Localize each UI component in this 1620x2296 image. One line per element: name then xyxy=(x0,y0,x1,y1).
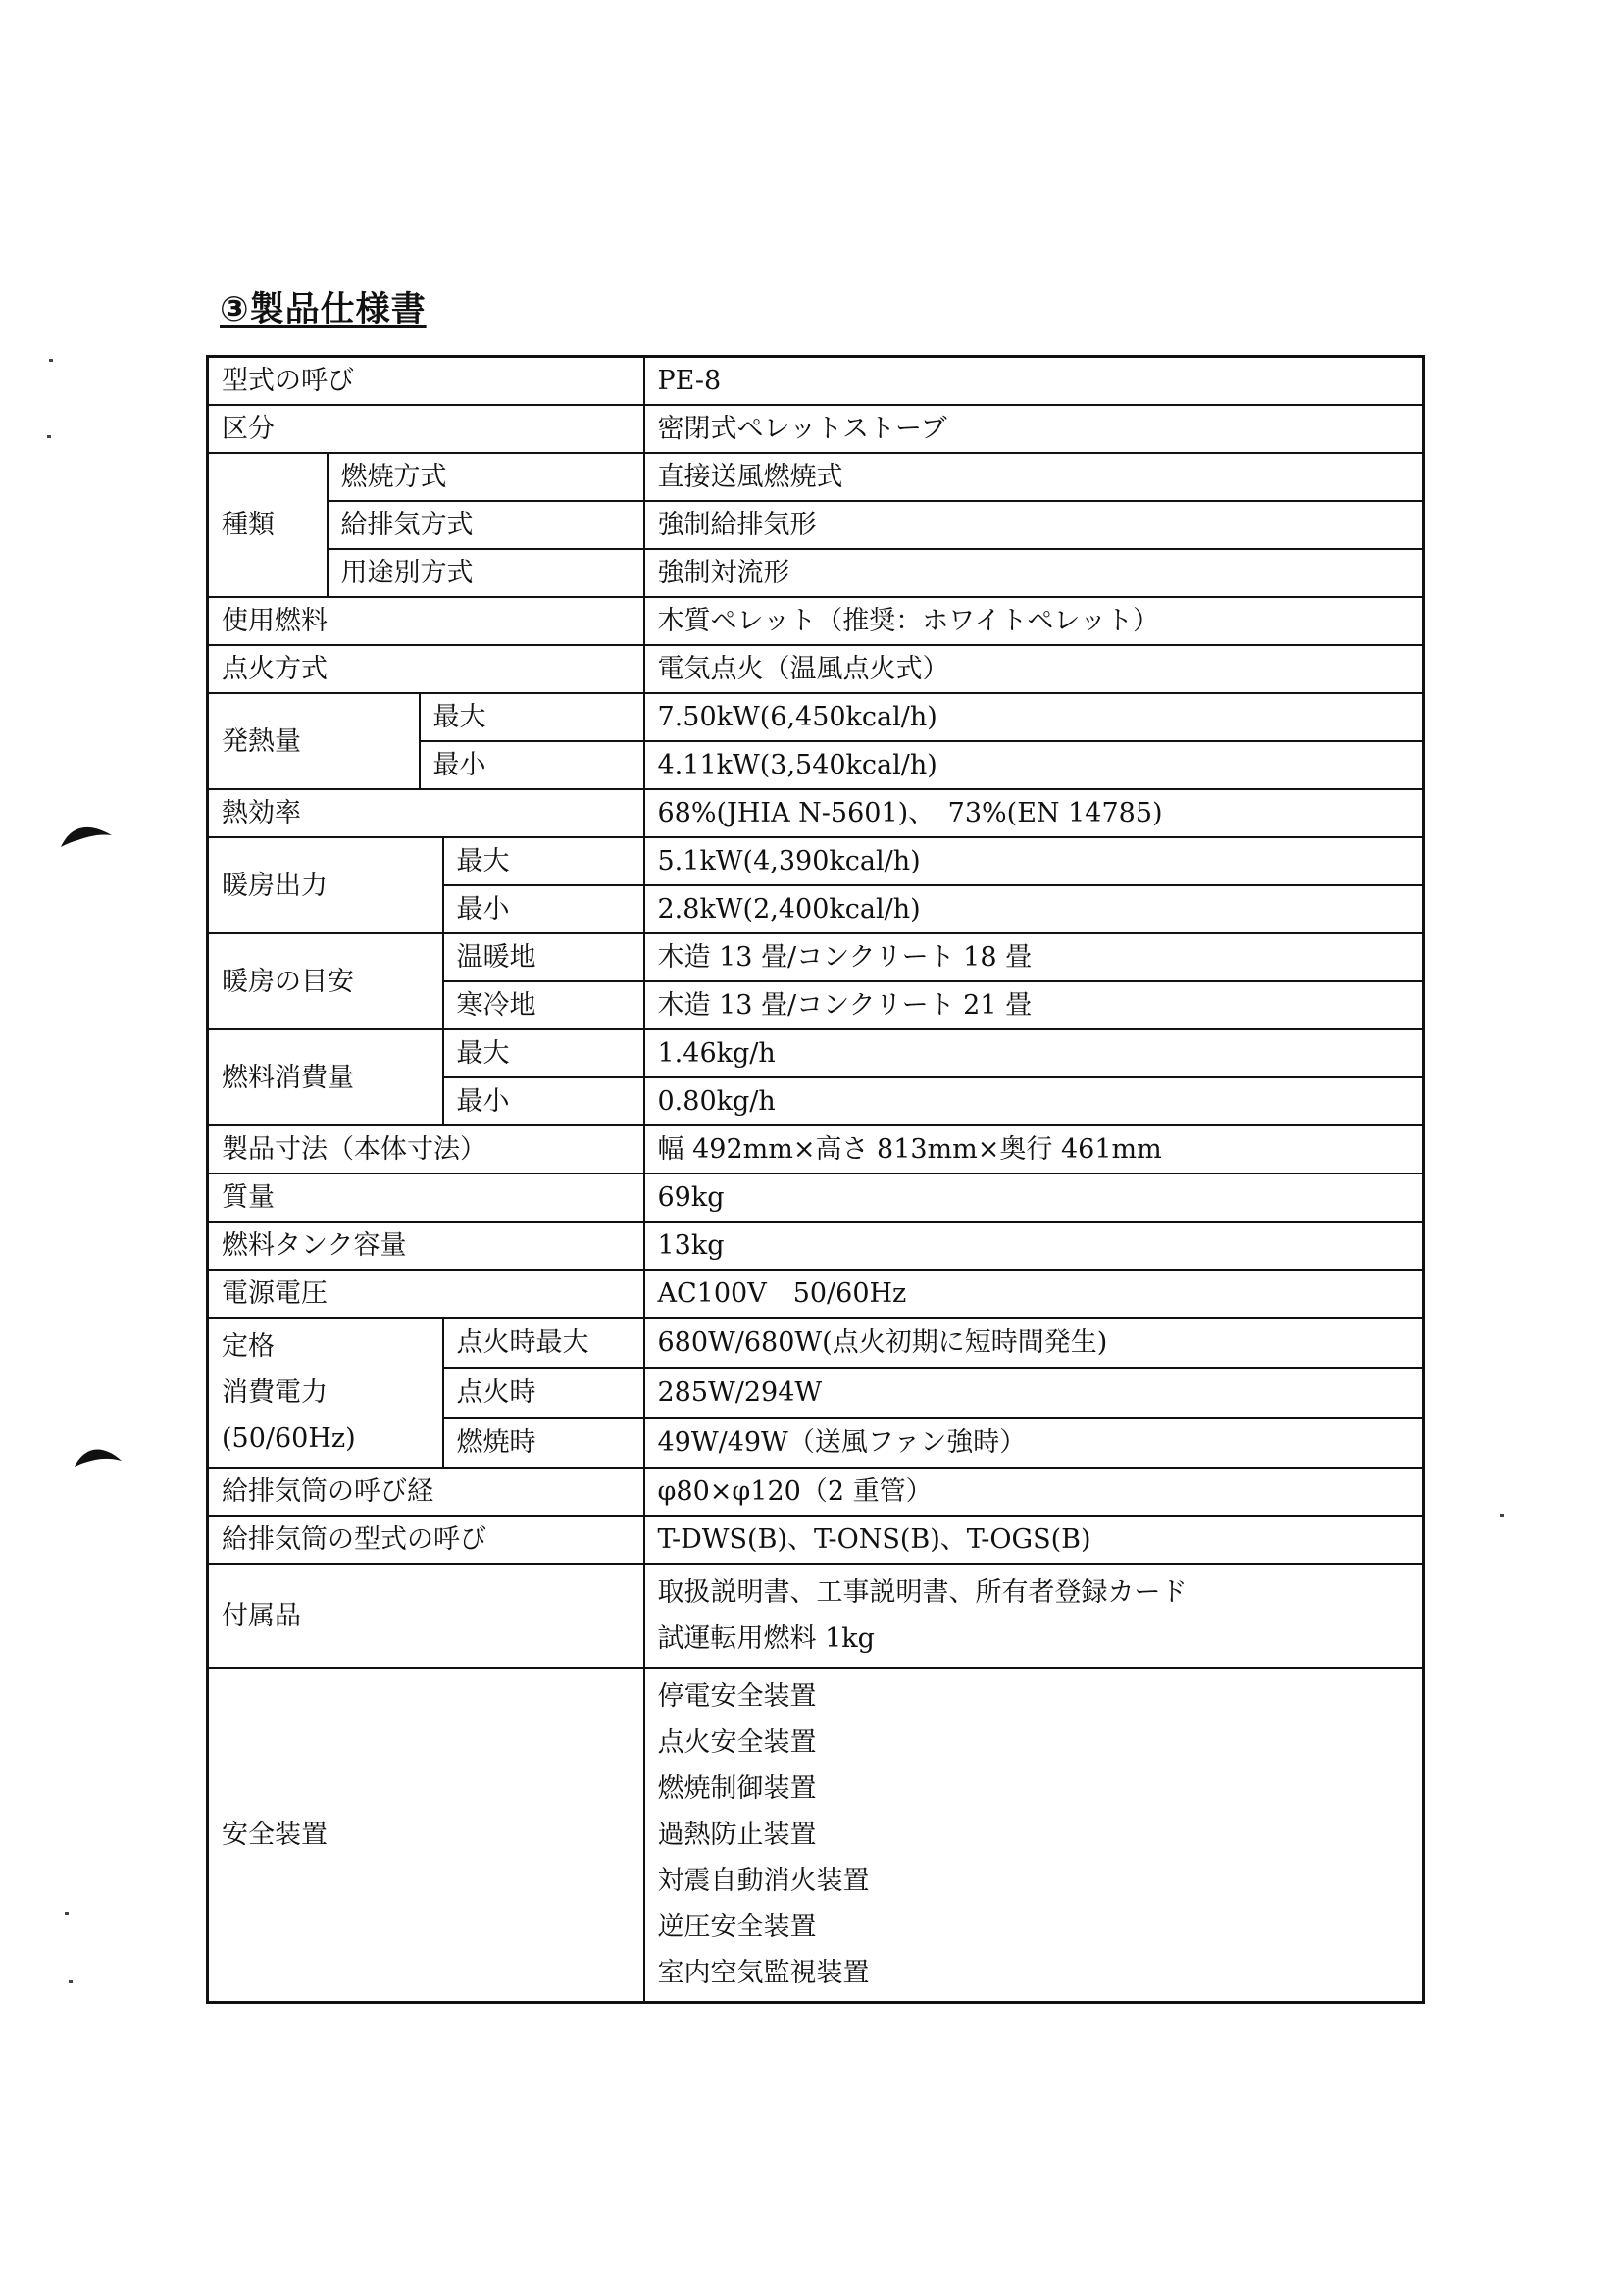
group-label-line: 定格 xyxy=(222,1331,275,1362)
row-label: 質量 xyxy=(208,1173,644,1222)
row-label: 点火方式 xyxy=(208,645,644,693)
row-value: 49W/49W（送風ファン強時） xyxy=(644,1418,1424,1468)
scan-speck xyxy=(69,1980,73,1983)
table-row xyxy=(208,357,1424,406)
row-value: 1.46kg/h xyxy=(644,1029,1424,1077)
table-row xyxy=(208,1318,1424,1368)
sub-label: 最小 xyxy=(443,1077,644,1125)
group-label-line: (50/60Hz) xyxy=(222,1423,356,1454)
sub-label: 給排気方式 xyxy=(328,501,644,549)
sub-label: 最大 xyxy=(420,693,644,741)
sub-label: 点火時最大 xyxy=(443,1318,644,1368)
table-row xyxy=(208,453,1424,501)
table-row xyxy=(208,1564,1424,1668)
row-value: T-DWS(B)、T-ONS(B)、T-OGS(B) xyxy=(644,1516,1424,1564)
row-value: 強制給排気形 xyxy=(644,501,1424,549)
group-label: 種類 xyxy=(208,453,328,597)
scan-speck xyxy=(65,1912,69,1915)
value-line: 点火安全装置 xyxy=(657,1727,817,1758)
group-label xyxy=(208,1318,443,1468)
row-value: 木造 13 畳/コンクリート 18 畳 xyxy=(644,933,1424,981)
sub-label: 寒冷地 xyxy=(443,981,644,1029)
spec-table xyxy=(206,355,1425,2004)
table-row xyxy=(208,1222,1424,1270)
row-value: 4.11kW(3,540kcal/h) xyxy=(644,741,1424,789)
sub-label: 燃焼方式 xyxy=(328,453,644,501)
table-row xyxy=(208,933,1424,981)
group-label-line: 消費電力 xyxy=(222,1377,328,1408)
row-label: 使用燃料 xyxy=(208,597,644,645)
row-value: 680W/680W(点火初期に短時間発生) xyxy=(644,1318,1424,1368)
row-label: 給排気筒の型式の呼び xyxy=(208,1516,644,1564)
value-line: 過熱防止装置 xyxy=(657,1820,817,1850)
punch-hole-shadow xyxy=(69,1433,127,1472)
sub-label: 点火時 xyxy=(443,1368,644,1418)
table-row xyxy=(208,1173,1424,1222)
row-value: 木質ペレット（推奨：ホワイトペレット） xyxy=(644,597,1424,645)
row-label: 熱効率 xyxy=(208,789,644,837)
row-label: 安全装置 xyxy=(208,1668,644,2003)
value-line: 取扱説明書、工事説明書、所有者登録カード xyxy=(657,1577,1188,1608)
scan-speck xyxy=(1500,1514,1504,1517)
value-line: 停電安全装置 xyxy=(657,1681,817,1712)
row-value: φ80×φ120（2 重管） xyxy=(644,1468,1424,1516)
row-value: 68%(JHIA N-5601)、 73%(EN 14785) xyxy=(644,789,1424,837)
table-row xyxy=(208,549,1424,597)
table-row xyxy=(208,1668,1424,2003)
row-value: 69kg xyxy=(644,1173,1424,1222)
row-value: 木造 13 畳/コンクリート 21 畳 xyxy=(644,981,1424,1029)
sub-label: 用途別方式 xyxy=(328,549,644,597)
value-line: 室内空気監視装置 xyxy=(657,1958,870,1988)
punch-hole-shadow xyxy=(57,812,116,851)
row-label: 型式の呼び xyxy=(208,357,644,406)
table-row xyxy=(208,1468,1424,1516)
group-label: 燃料消費量 xyxy=(208,1029,443,1125)
row-value xyxy=(644,1564,1424,1668)
row-value: 0.80kg/h xyxy=(644,1077,1424,1125)
sub-label: 最小 xyxy=(443,885,644,933)
group-label: 発熱量 xyxy=(208,693,420,789)
table-row xyxy=(208,837,1424,885)
row-value: 2.8kW(2,400kcal/h) xyxy=(644,885,1424,933)
row-value: 13kg xyxy=(644,1222,1424,1270)
row-label: 付属品 xyxy=(208,1564,644,1668)
table-row xyxy=(208,1270,1424,1318)
sub-label: 温暖地 xyxy=(443,933,644,981)
sub-label: 最大 xyxy=(443,837,644,885)
group-label: 暖房出力 xyxy=(208,837,443,933)
row-label: 燃料タンク容量 xyxy=(208,1222,644,1270)
table-row xyxy=(208,1125,1424,1173)
sub-label: 最大 xyxy=(443,1029,644,1077)
value-line: 対震自動消火装置 xyxy=(657,1866,870,1896)
row-value: 強制対流形 xyxy=(644,549,1424,597)
table-row xyxy=(208,693,1424,741)
value-line: 燃焼制御装置 xyxy=(657,1773,817,1804)
table-row xyxy=(208,1029,1424,1077)
row-value xyxy=(644,1668,1424,2003)
value-line: 逆圧安全装置 xyxy=(657,1912,817,1942)
row-value: PE-8 xyxy=(644,357,1424,406)
row-label: 製品寸法（本体寸法） xyxy=(208,1125,644,1173)
row-value: 7.50kW(6,450kcal/h) xyxy=(644,693,1424,741)
value-line: 試運転用燃料 1kg xyxy=(657,1623,875,1654)
row-value: 幅 492mm×高さ 813mm×奥行 461mm xyxy=(644,1125,1424,1173)
table-row xyxy=(208,1516,1424,1564)
row-value: 密閉式ペレットストーブ xyxy=(644,405,1424,453)
scan-speck xyxy=(49,359,53,362)
row-value: 直接送風燃焼式 xyxy=(644,453,1424,501)
row-value: 285W/294W xyxy=(644,1368,1424,1418)
table-row xyxy=(208,501,1424,549)
group-label: 暖房の目安 xyxy=(208,933,443,1029)
row-label: 電源電圧 xyxy=(208,1270,644,1318)
page-title: ③製品仕様書 xyxy=(220,290,427,329)
table-row xyxy=(208,645,1424,693)
row-value: 電気点火（温風点火式） xyxy=(644,645,1424,693)
sub-label: 最小 xyxy=(420,741,644,789)
table-row xyxy=(208,789,1424,837)
row-label: 区分 xyxy=(208,405,644,453)
row-value: 5.1kW(4,390kcal/h) xyxy=(644,837,1424,885)
table-row xyxy=(208,597,1424,645)
table-row xyxy=(208,405,1424,453)
scan-speck xyxy=(47,435,51,438)
row-value: AC100V 50/60Hz xyxy=(644,1270,1424,1318)
sub-label: 燃焼時 xyxy=(443,1418,644,1468)
row-label: 給排気筒の呼び経 xyxy=(208,1468,644,1516)
